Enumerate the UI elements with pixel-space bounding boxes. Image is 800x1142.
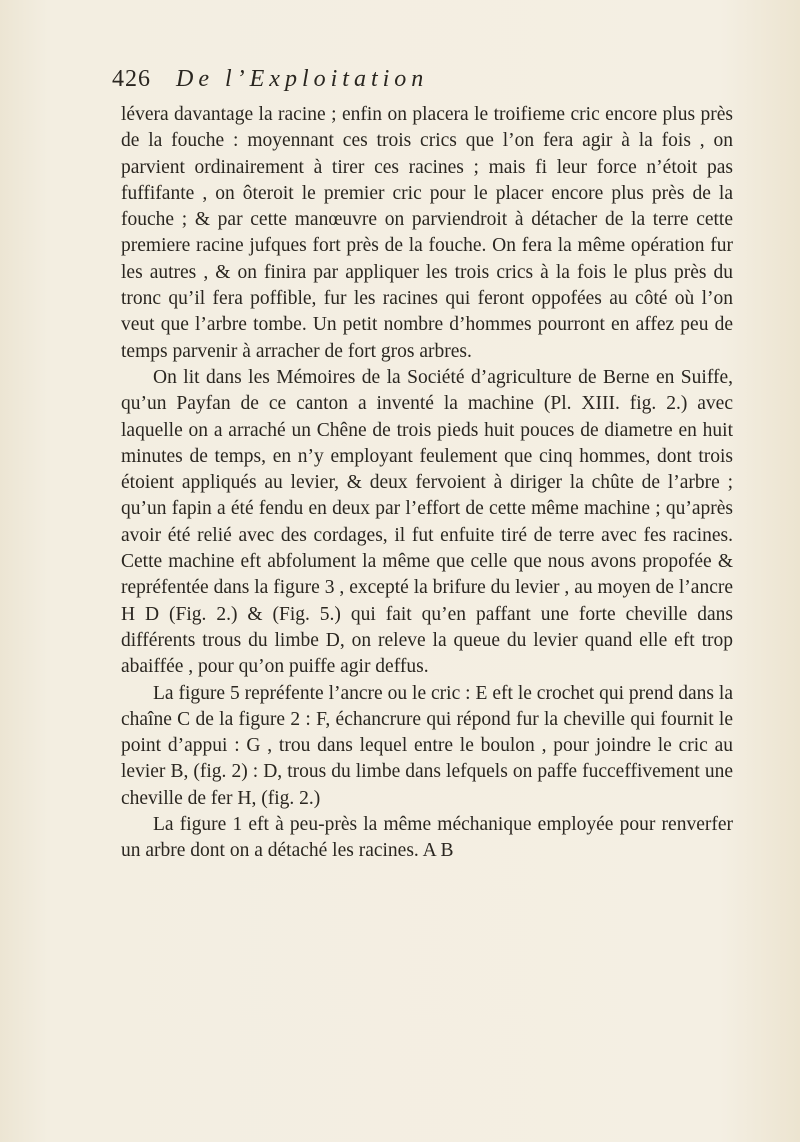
paragraph: La figure 1 eft à peu-près la même méchanique employée pour renverfer un arbre dont on a détaché les racines. A B	[121, 814, 733, 862]
paragraph: La figure 5 repréfente l’ancre ou le cric : E eft le crochet qui prend dans la chaîne C de la figure 2 : F, échancrure qui répond fur la cheville qui fournit le point d’appui : G , trou dans lequel entre le boulon , pour joindre le cric au levier B, (fig. 2) : D, trous du limbe dans lefquels on paffe fucceffivement une cheville de fer H, (fig. 2.)	[121, 682, 733, 809]
paragraph: On lit dans les Mémoires de la Société d’agriculture de Berne en Suiffe, qu’un Payfan de ce canton a inventé la machine (Pl. XIII. fig. 2.) avec laquelle on a arraché un Chêne de trois pieds huit pouces de diametre en huit minutes de temps, en n’y employant feulement que cinq hommes, dont trois étoient appliqués au levier, & deux fervoient à diriger la chûte de l’arbre ; qu’un fapin a été fendu en deux par l’effort de cette même machine ; qu’après avoir été relié avec des cordages, il fut enfuite tiré de terre avec fes racines. Cette machine eft abfolument la même que celle que nous avons propofée & repréfentée dans la figure 3 , excepté la brifure du levier , au moyen de l’ancre H D (Fig. 2.) & (Fig. 5.) qui fait qu’en paffant une forte cheville dans différents trous du limbe D, on releve la queue du levier quand elle eft trop abaiffée , pour qu’on puiffe agir deffus.	[121, 366, 733, 678]
paragraph: lévera davantage la racine ; enfin on placera le troifieme cric encore plus près de la fouche : moyennant ces trois crics que l’on fera agir à la fois , on parvient ordinairement à tirer ces racines ; mais fi leur force n’étoit pas fuffifante , on ôteroit le premier cric pour le placer encore plus près de la fouche ; & par cette manœuvre on parviendroit à détacher de la terre cette premiere racine jufques fort près de la fouche. On fera la même opération fur les autres , & on finira par appliquer les trois crics à la fois le plus près du tronc qu’il fera poffible, fur les racines qui feront oppofées au côté où l’on veut que l’arbre tombe. Un petit nombre d’hommes pourront en affez peu de temps parvenir à arracher de fort gros arbres.	[121, 104, 733, 362]
body-text	[121, 102, 733, 865]
running-header	[112, 66, 712, 96]
running-title: De l’Exploitation	[176, 66, 429, 92]
page-number: 426	[112, 66, 151, 92]
